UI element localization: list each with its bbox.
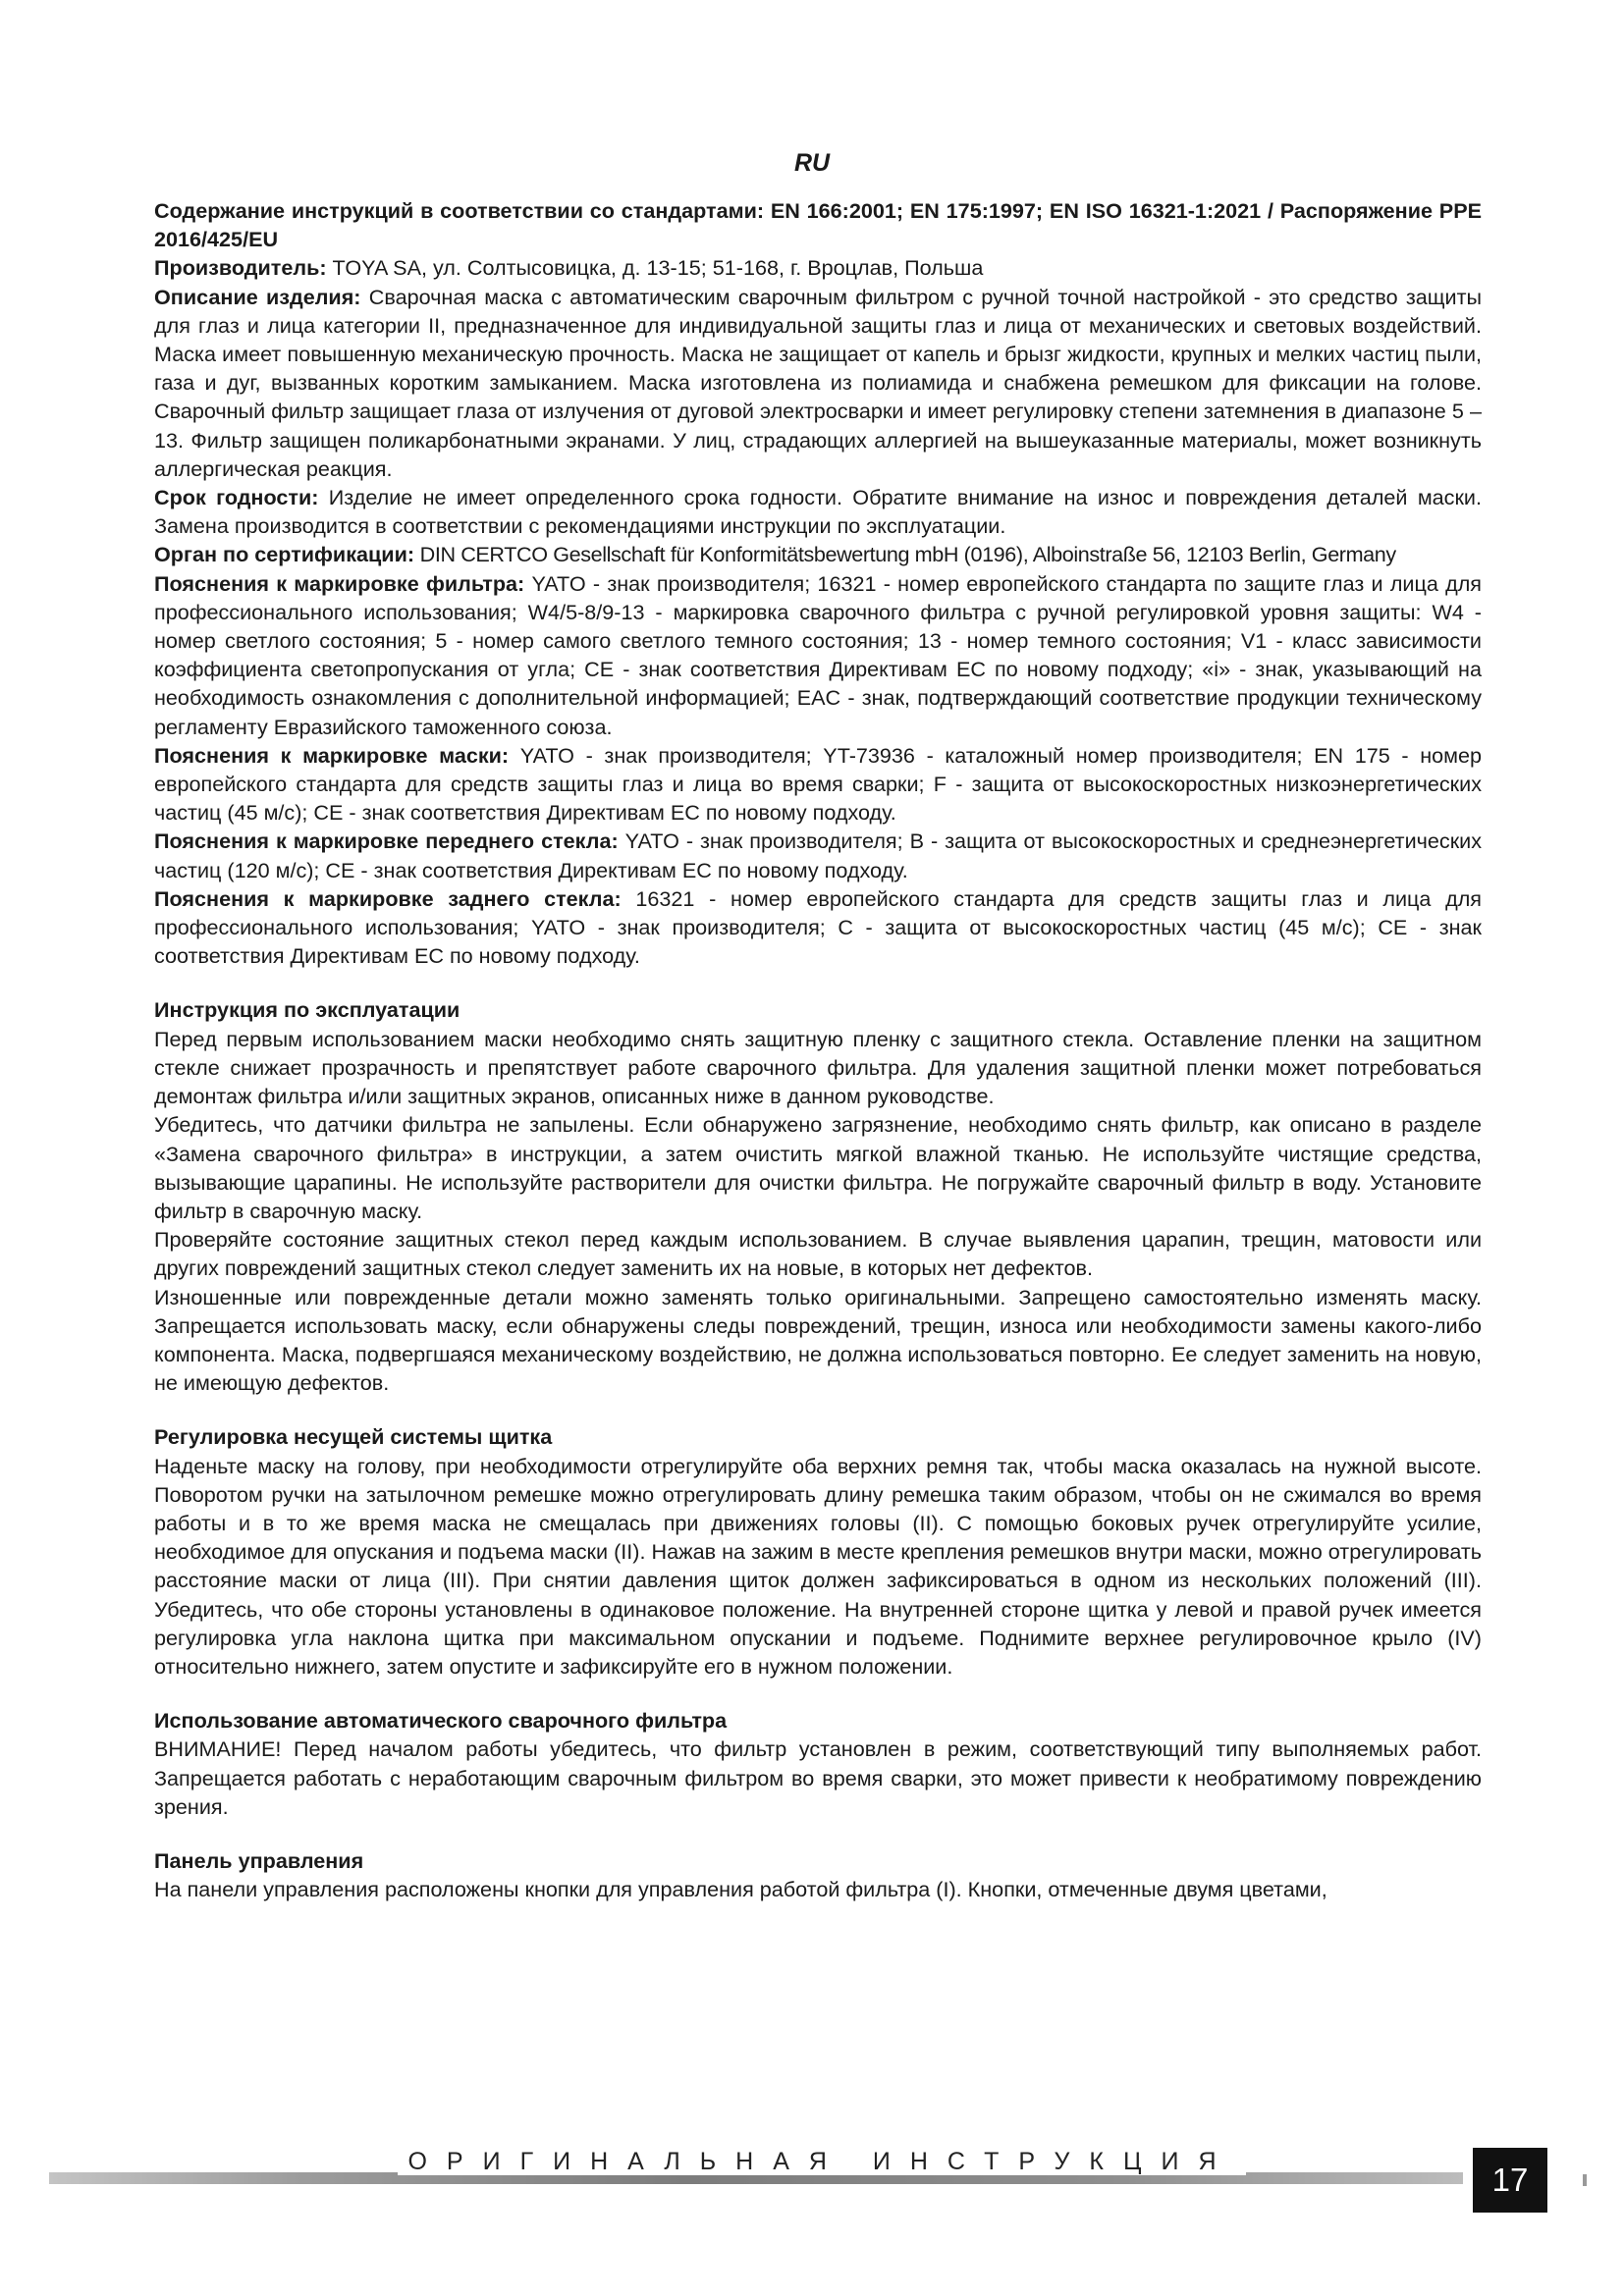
manufacturer-label: Производитель: <box>154 255 327 281</box>
filter-marking-label: Пояснения к маркировке фильтра: <box>154 570 525 596</box>
front-glass-marking-text: YATO - знак производителя; B - защита от высокоскоростных и среднеэнергетических частиц (120 м/с); CE - знак соответствия Директивам ЕС по новому подходу. <box>154 828 1482 882</box>
footer-caption-text: ОРИГИНАЛЬНАЯ ИНСТРУКЦИЯ <box>398 2148 1245 2175</box>
description-paragraph <box>154 283 1482 483</box>
filter-marking-paragraph <box>154 569 1482 741</box>
auto-filter-heading: Использование автоматического сварочного фильтра <box>154 1708 728 1734</box>
footer-tick <box>1583 2174 1587 2186</box>
shelf-life-text: Изделие не имеет определенного срока годности. Обратите внимание на износ и повреждения деталей маски. Замена производится в соответствии с рекомендациями инструкции по эксплуатации. <box>154 485 1482 539</box>
front-glass-marking-label: Пояснения к маркировке переднего стекла: <box>154 828 619 854</box>
mask-marking-label: Пояснения к маркировке маски: <box>154 742 510 768</box>
front-glass-marking-paragraph <box>154 827 1482 883</box>
page-number: 17 <box>1473 2148 1547 2213</box>
control-panel-paragraph: На панели управления расположены кнопки для управления работой фильтра (I). Кнопки, отмеченные двумя цветами, <box>154 1877 1327 1902</box>
shelf-life-paragraph <box>154 483 1482 540</box>
certification-text: DIN CERTCO Gesellschaft für Konformitätsbewertung mbH (0196), Alboinstraße 56, 12103 Berlin, Germany <box>414 542 1396 567</box>
operation-paragraph: Перед первым использованием маски необходимо снять защитную пленку с защитного стекла. Оставление пленки на защитном стекле снижает прозрачность и препятствует работе сварочного фильтра. Для удаления защитной пленки может потребоваться демонтаж фильтра и/или защитных экранов, описанных ниже в данном руководстве. <box>154 1026 1482 1109</box>
mask-marking-paragraph <box>154 741 1482 828</box>
shelf-life-label: Срок годности: <box>154 485 319 510</box>
operation-paragraph: Изношенные или поврежденные детали можно заменять только оригинальными. Запрещено самостоятельно изменять маску. Запрещается использовать маску, если обнаружены следы повреждений, трещин, износа или необходимости замены какого-либо компонента. Маска, подвергшаяся механическому воздействию, не должна использоваться повторно. Ее следует заменить на новую, не имеющую дефектов. <box>154 1284 1482 1396</box>
manufacturer-text: TOYA SA, ул. Солтысовицка, д. 13-15; 51-168, г. Вроцлав, Польша <box>326 255 984 281</box>
manufacturer-paragraph <box>154 253 1482 282</box>
description-text: Сварочная маска с автоматическим сварочным фильтром с ручной точной настройкой - это средство защиты для глаз и лица категории II, предназначенное для индивидуальной защиты глаз и лица от механических и световых воздействий. Маска имеет повышенную механическую прочность. Маска не защищает от капель и брызг жидкости, крупных и мелких частиц пыли, газа и дуг, вызванных коротким замыканием. Маска изготовлена из полиамида и снабжена ремешком для фиксации на голове. Сварочный фильтр защищает глаза от излучения от дуговой электросварки и имеет регулировку степени затемнения в диапазоне 5 – 13. Фильтр защищен поликарбонатными экранами. У лиц, страдающих аллергией на вышеуказанные материалы, может возникнуть аллергическая реакция. <box>154 284 1482 481</box>
rear-glass-marking-label: Пояснения к маркировке заднего стекла: <box>154 885 622 911</box>
adjustment-heading: Регулировка несущей системы щитка <box>154 1424 553 1450</box>
footer-caption <box>0 2148 1624 2176</box>
rear-glass-marking-text: 16321 - номер европейского стандарта для средств защиты глаз и лица для профессионального использования; YATO - знак производителя; C - защита от высокоскоростных частиц (45 м/с); CE - знак соответствия Директивам ЕС по новому подходу. <box>154 885 1483 969</box>
control-panel-heading: Панель управления <box>154 1847 364 1873</box>
certification-label: Орган по сертификации: <box>154 542 415 567</box>
mask-marking-text: YATO - знак производителя; YT-73936 - каталожный номер производителя; EN 175 - номер европейского стандарта для средств защиты глаз и лица во время сварки; F - защита от высокоскоростных низкоэнергетических частиц (45 м/с); CE - знак соответствия Директивам ЕС по новому подходу. <box>154 742 1482 826</box>
auto-filter-paragraph: ВНИМАНИЕ! Перед началом работы убедитесь, что фильтр установлен в режим, соответствующий типу выполняемых работ. Запрещается работать с неработающим сварочным фильтром во время сварки, это может привести к необратимому повреждению зрения. <box>154 1736 1482 1819</box>
filter-marking-text: YATO - знак производителя; 16321 - номер европейского стандарта по защите глаз и лица для профессионального использования; W4/5-8/9-13 - маркировка сварочного фильтра с ручной регулировкой уровня защиты: W4 - номер светлого состояния; 5 - номер самого светлого темного состояния; 13 - номер темного состояния; V1 - класс зависимости коэффициента светопропускания от угла; CE - знак соответствия Директивам ЕС по новому подходу; «i» - знак, указывающий на необходимость ознакомления с дополнительной информацией; EAC - знак, подтверждающий соответствие продукции техническому регламенту Евразийского таможенного союза. <box>154 570 1482 739</box>
description-label: Описание изделия: <box>154 284 361 309</box>
standards-heading: Содержание инструкций в соответствии со стандартами: EN 166:2001; EN 175:1997; EN ISO 16321-1:2021 / Распоряжение PPE 2016/425/EU <box>154 198 1482 252</box>
operation-heading: Инструкция по эксплуатации <box>154 997 460 1023</box>
document-body <box>154 196 1482 1903</box>
rear-glass-marking-paragraph <box>154 884 1482 971</box>
adjustment-paragraph: Наденьте маску на голову, при необходимости отрегулируйте оба верхних ремня так, чтобы маска оказалась на нужной высоте. Поворотом ручки на затылочном ремешке можно отрегулировать длину ремешка таким образом, чтобы он не сжимался во время работы и в то же время маска не смещалась при движениях головы (II). С помощью боковых ручек отрегулируйте усилие, необходимое для опускания и подъема маски (II). Нажав на зажим в месте крепления ремешков внутри маски, можно отрегулировать расстояние маски от лица (III). При снятии давления щиток должен зафиксироваться в одном из нескольких положений (III). Убедитесь, что обе стороны установлены в одинаковое положение. На внутренней стороне щитка у левой и правой ручек имеется регулировка угла наклона щитка при максимальном опускании и подъеме. Поднимите верхнее регулировочное крыло (IV) относительно нижнего, затем опустите и зафиксируйте его в нужном положении. <box>154 1453 1482 1679</box>
certification-paragraph <box>154 540 1482 568</box>
operation-paragraph: Проверяйте состояние защитных стекол перед каждым использованием. В случае выявления царапин, трещин, матовости или других повреждений защитных стекол следует заменить их на новые, в которых нет дефектов. <box>154 1227 1482 1281</box>
language-code: RU <box>793 149 831 177</box>
operation-paragraph: Убедитесь, что датчики фильтра не запылены. Если обнаружено загрязнение, необходимо снять фильтр, как описано в разделе «Замена сварочного фильтра» в инструкции, а затем очистить мягкой влажной тканью. Не используйте чистящие средства, вызывающие царапины. Не используйте растворители для очистки фильтра. Не погружайте сварочный фильтр в воду. Установите фильтр в сварочную маску. <box>154 1112 1482 1223</box>
